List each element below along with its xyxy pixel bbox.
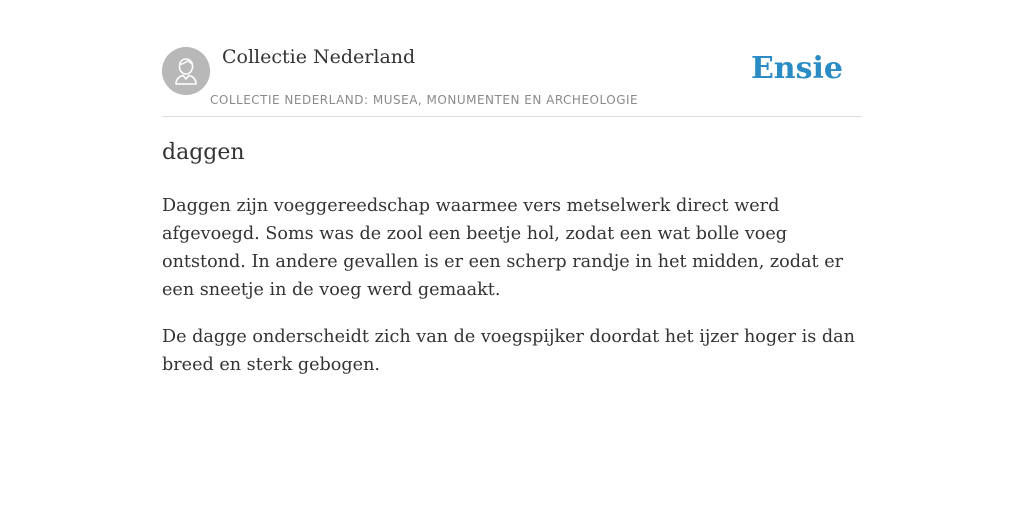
author-avatar[interactable] [162, 47, 210, 95]
brand-logo[interactable]: Ensie [750, 51, 843, 86]
user-icon [162, 47, 210, 95]
author-link[interactable]: Collectie Nederland [222, 46, 416, 68]
entry-title: daggen [162, 140, 245, 165]
entry-header [162, 44, 862, 117]
entry-content [162, 192, 862, 398]
entry-paragraph: Daggen zijn voeggereedschap waarmee vers metselwerk direct werd afgevoegd. Soms was de zool een beetje hol, zodat een wat bolle voeg ontstond. In andere gevallen is er een scherp randje in het midden, zodat er een sneetje in de voeg werd gemaakt. [162, 196, 844, 300]
source-link[interactable]: COLLECTIE NEDERLAND: MUSEA, MONUMENTEN EN ARCHEOLOGIE [210, 93, 639, 107]
entry-paragraph: De dagge onderscheidt zich van de voegspijker doordat het ijzer hoger is dan breed en sterk gebogen. [162, 327, 855, 375]
